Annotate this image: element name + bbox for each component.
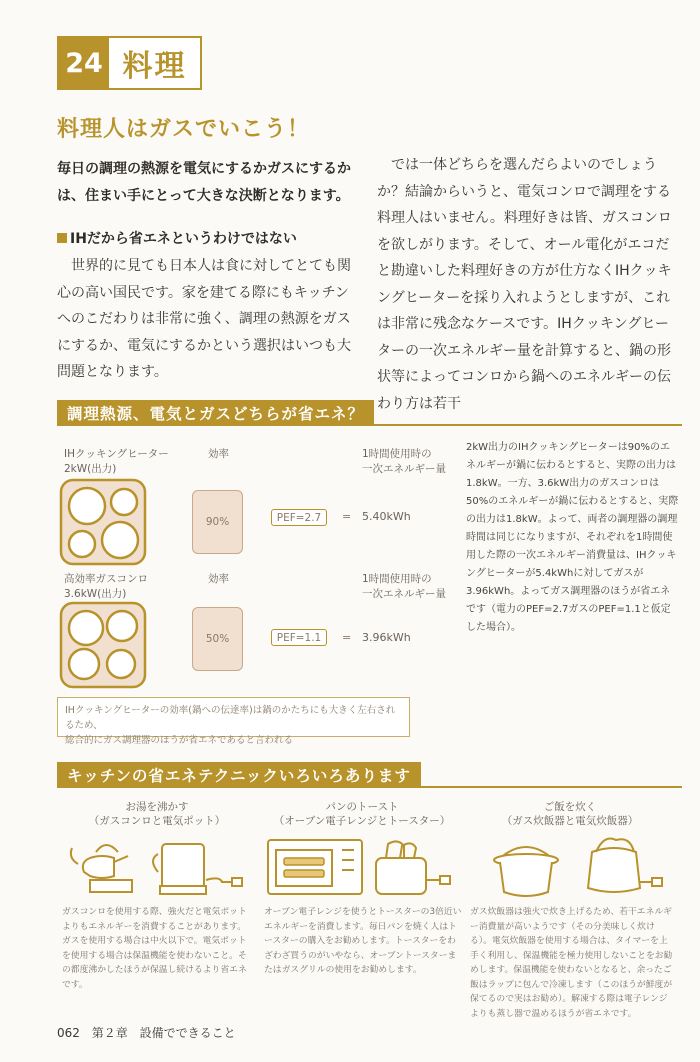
energy-label-line2: 一次エネルギー量 xyxy=(362,588,446,600)
efficiency-label: 効率 xyxy=(208,448,229,460)
tech-title-line1: パンのトースト xyxy=(325,801,399,813)
subheading-text: IHだから省エネというわけではない xyxy=(70,231,297,247)
gas-label xyxy=(64,572,148,602)
caption-line1: IHクッキングヒーターの効率(鍋への伝達率)は鍋のかたちにも大きく左右されるため、 xyxy=(65,705,396,731)
tech-title-line2: （ガス炊飯器と電気炊飯器） xyxy=(501,815,639,827)
gas-stove-icon xyxy=(59,601,147,689)
tech-title-line2: （オーブン電子レンジとトースター） xyxy=(273,815,451,827)
tech-title-line1: お湯を沸かす xyxy=(125,801,189,813)
toaster-icon xyxy=(264,830,464,900)
ih-cooktop-icon xyxy=(59,478,147,566)
tech-item-title xyxy=(470,800,670,828)
ih-output: 2kW(出力) xyxy=(64,463,117,475)
energy-note: 2kW出力のIHクッキングヒーターは90%のエネルギーが鍋に伝わるとすると、実際の出力は1.8kW。一方、3.6kW出力のガスコンロは50%のエネルギーが鍋に伝わるとすると、実際の出力は1.8kW。よって、両者の調理器の調理時間は同じになりますが、それぞれを1時間使用した際の一次エネルギー消費量は、IHクッキングヒーターが5.4kWhに対してガスが3.96kWh。よってガス調理器のほうが省エネです（電力のPEF=2.7ガスのPEF=1.1と仮定した場合）。 xyxy=(466,442,679,633)
tech-item-desc: オーブン電子レンジを使うとトースターの3倍近いエネルギーを消費します。毎日パンを焼く人はトースターの購入をお勧めします。トースターをわざわざ買うのがいやなら、オーブントースターまたはガスグリルの使用をお勧めします。 xyxy=(264,907,462,975)
tech-item-title xyxy=(262,800,462,828)
ih-equals: = xyxy=(342,510,352,523)
chapter-number: 24 xyxy=(59,38,109,88)
efficiency-label-2: 効率 xyxy=(208,573,229,585)
body-left: 世界的に見ても日本人は食に対してとても関心の高い国民です。家を建てる際にもキッチンへのこだわりは非常に強く、調理の熱源をガスにするか、電気にするかという選択はいつも大問題となります。 xyxy=(57,258,351,380)
energy-label-line2: 一次エネルギー量 xyxy=(362,463,446,475)
gas-efficiency: 50% xyxy=(192,607,243,671)
ih-name: IHクッキングヒーター xyxy=(64,448,169,460)
tech-title-line2: （ガスコンロと電気ポット） xyxy=(88,815,226,827)
energy-label-line1: 1時間使用時の xyxy=(362,448,432,460)
energy-label-line1: 1時間使用時の xyxy=(362,573,432,585)
body-right: では一体どちらを選んだらよいのでしょうか？結論からいうと、電気コンロで調理をする料理人はいません。料理好きは皆、ガスコンロを欲しがります。そして、オール電化がエコだと勘違いした料理好きの方が仕方なくIHクッキングヒーターを採り入れようとしますが、これは非常に残念なケースです。IHクッキングヒーターの一次エネルギー量を計算すると、鍋の形状等によってコンロから鍋へのエネルギーの伝わり方は若干 xyxy=(377,157,672,412)
footer-section: 設備でできること xyxy=(139,1026,236,1040)
rice-cooker-icon xyxy=(490,830,670,900)
footer-chapter: 第２章 xyxy=(91,1026,128,1040)
kettle-icon xyxy=(62,832,252,898)
gas-output: 3.6kW(出力) xyxy=(64,588,127,600)
diagram-caption xyxy=(57,697,410,746)
page-number: 062 xyxy=(57,1026,80,1040)
tech-item-title xyxy=(62,800,252,828)
gas-pef: PEF=1.1 xyxy=(271,629,327,646)
section-energy-title: 調理熱源、電気とガスどちらが省エネ？ xyxy=(57,400,374,426)
gas-result: 3.96kWh xyxy=(362,631,411,644)
headline: 料理人はガスでいこう！ xyxy=(57,117,311,142)
page-footer xyxy=(57,1024,244,1041)
ih-pef: PEF=2.7 xyxy=(271,509,327,526)
lead-paragraph: 毎日の調理の熱源を電気にするかガスにするかは、住まい手にとって大きな決断となります。 xyxy=(57,161,351,204)
gas-equals: = xyxy=(342,631,352,644)
caption-line2: 総合的にガス調理器のほうが省エネであると言われる xyxy=(65,735,294,746)
tech-title-line1: ご飯を炊く xyxy=(543,801,597,813)
chapter-title: 料理 xyxy=(122,49,187,84)
tech-item-desc: ガスコンロを使用する際、強火だと電気ポットよりもエネルギーを消費することがあります。ガスを使用する場合は中火以下で。電気ポットを使用する場合は保温機能を使わないこと。その都度沸かしたほうが保温し続けるより省エネです。 xyxy=(62,907,247,990)
divider xyxy=(57,424,682,426)
ih-efficiency: 90% xyxy=(192,490,243,554)
gas-name: 高効率ガスコンロ xyxy=(64,573,148,585)
divider-2 xyxy=(57,786,682,788)
ih-label xyxy=(64,447,169,477)
energy-label xyxy=(362,447,446,477)
tech-item-desc: ガス炊飯器は強火で炊き上げるため、若干エネルギー消費量が高いようです（その分美味しく炊ける）。電気炊飯器を使用する場合は、タイマーを上手く利用し、保温機能を極力使用しないことをお勧めします。保温機能を使わないとなると、余ったご飯はラップに包んで冷凍します（このほうが鮮度が保てるので実はお勧め）。解凍する際は電子レンジよりも蒸し器で温めるほうが省エネです。 xyxy=(470,907,673,1019)
chapter-header xyxy=(57,36,202,90)
section-tech-title: キッチンの省エネテクニックいろいろあります xyxy=(57,762,421,788)
square-bullet-icon xyxy=(57,233,67,243)
subheading xyxy=(57,228,297,248)
ih-result: 5.40kWh xyxy=(362,510,411,523)
energy-label-2 xyxy=(362,572,446,602)
